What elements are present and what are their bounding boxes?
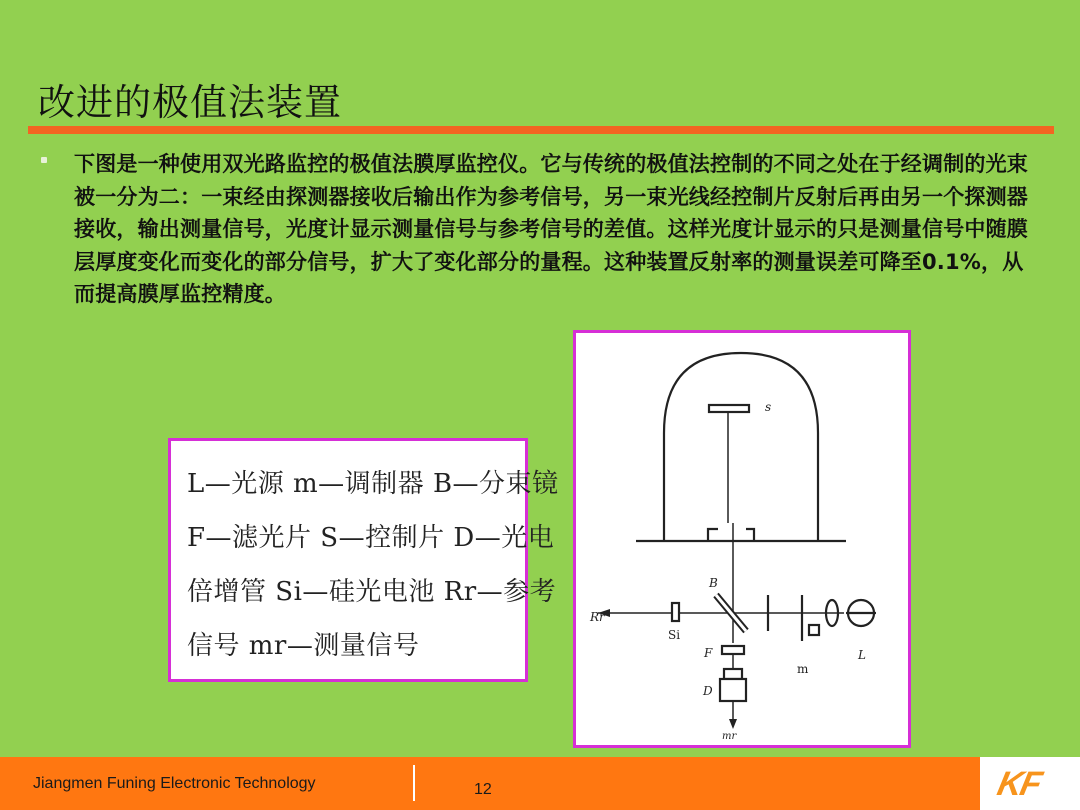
legend-line-1: L—光源 m—调制器 B—分束镜: [187, 469, 559, 499]
port-left: [708, 529, 718, 541]
label-m: m: [797, 662, 809, 676]
company-name: Jiangmen Funing Electronic Technology: [33, 775, 316, 792]
label-si: Si: [668, 628, 681, 642]
body-paragraph: 下图是一种使用双光路监控的极值法膜厚监控仪。它与传统的极值法控制的不同之处在于经调制的光束被一分为二：一束经由探测器接收后输出作为参考信号，另一束光线经控制片反射后再由另一个探测器接收，输出测量信号，光度计显示测量信号与参考信号的差值。这样光度计显示的只是测量信号中随膜层厚度变化而变化的部分信号，扩大了变化部分的量程。这种装置反射率的测量误差可降至0.1%，从而提高膜厚监控精度。: [74, 152, 1028, 306]
label-f: F: [704, 646, 713, 660]
apparatus-drawing: [576, 333, 908, 745]
si-cell: [672, 603, 679, 621]
arrow-mr: [729, 719, 737, 729]
modulator-box: [809, 625, 819, 635]
label-d: D: [703, 684, 713, 698]
title-underline: [28, 126, 1054, 134]
legend-line-2: F—滤光片 S—控制片 D—光电: [187, 523, 555, 553]
bullet-marker: [41, 157, 47, 163]
apparatus-diagram: [573, 330, 911, 748]
control-plate-s: [709, 405, 749, 412]
label-mr: mr: [722, 731, 737, 742]
bell-jar: [664, 353, 818, 541]
footer-bar: [0, 757, 980, 810]
detector-d: [720, 679, 746, 701]
filter-f: [722, 646, 744, 654]
legend-line-4: 信号 mr—测量信号: [187, 631, 420, 661]
legend-image: [168, 438, 559, 682]
label-b: B: [709, 576, 718, 590]
label-s: s: [765, 400, 772, 414]
slide-title: 改进的极值法装置: [38, 81, 342, 124]
detector-top: [724, 669, 742, 679]
label-rr: Rr: [590, 610, 605, 624]
page-number: 12: [474, 781, 492, 798]
logo-area: [980, 757, 1080, 810]
company-logo: KF: [994, 765, 1044, 803]
footer-divider: [413, 765, 415, 801]
legend-line-3: 倍增管 Si—硅光电池 Rr—参考: [187, 577, 557, 607]
port-right: [746, 529, 754, 541]
label-l: L: [858, 648, 866, 662]
